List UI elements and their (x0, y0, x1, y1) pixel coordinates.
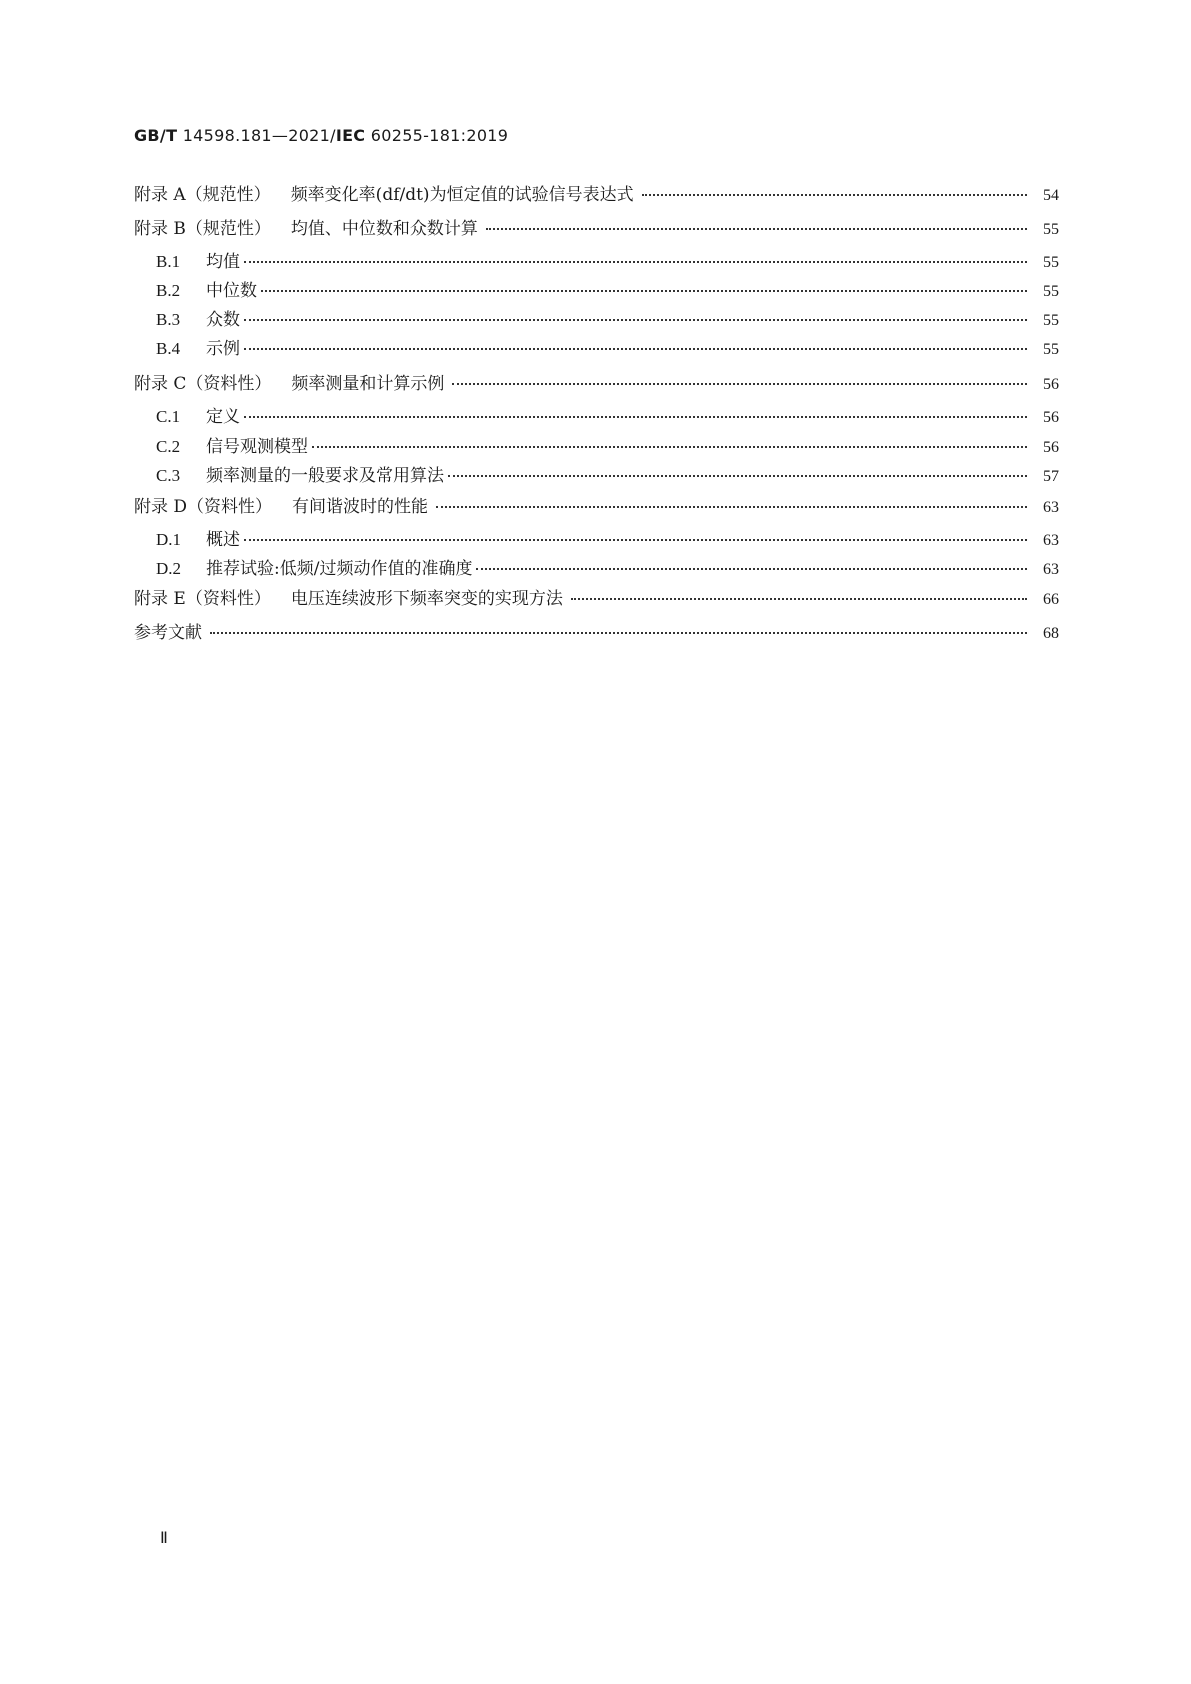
toc-entry-section[interactable] (134, 247, 1059, 273)
toc-entry-prefix: D.2 (156, 559, 182, 578)
header-standard: GB/T (134, 126, 178, 145)
toc-entry-page: 55 (1043, 254, 1059, 271)
toc-dot-leader (642, 180, 1027, 200)
toc-entry-appendix[interactable] (134, 618, 1059, 644)
toc-dot-leader (210, 618, 1027, 638)
toc-entry-prefix: D.1 (156, 530, 182, 549)
toc-entry-title: 频率变化率(df/dt)为恒定值的试验信号表达式 (290, 185, 634, 205)
toc-entry-title: 频率测量的一般要求及常用算法 (206, 466, 444, 486)
toc-dot-leader (571, 584, 1027, 604)
toc-entry-appendix[interactable] (134, 214, 1059, 240)
toc-dot-leader (244, 247, 1027, 267)
toc-dot-leader (436, 492, 1027, 512)
toc-entry-page: 56 (1043, 439, 1059, 456)
toc-entry-title: 定义 (206, 407, 240, 427)
toc-entry-prefix: 附录 B（规范性） (134, 219, 271, 239)
header-number: 14598.181—2021/ (182, 126, 336, 145)
toc-entry-title: 概述 (206, 530, 240, 550)
toc-entry-title: 信号观测模型 (206, 437, 308, 457)
toc-entry-prefix: C.2 (156, 437, 181, 456)
toc-entry-section[interactable] (134, 305, 1059, 331)
toc-entry-title: 推荐试验:低频/过频动作值的准确度 (206, 559, 473, 579)
toc-entry-page: 54 (1043, 187, 1059, 204)
toc-entry-page: 66 (1043, 591, 1059, 608)
toc-entry-prefix: C.3 (156, 466, 181, 485)
toc-entry-title: 频率测量和计算示例 (291, 374, 445, 394)
toc-entry-page: 55 (1043, 312, 1059, 329)
toc-entry-section[interactable] (134, 276, 1059, 302)
toc-entry-title: 中位数 (206, 281, 257, 301)
toc-entry-prefix: B.2 (156, 281, 181, 300)
toc-entry-section[interactable] (134, 402, 1059, 428)
toc-entry-section[interactable] (134, 554, 1059, 580)
toc-entry-prefix: C.1 (156, 407, 181, 426)
toc-entry-page: 57 (1043, 468, 1059, 485)
toc-entry-appendix[interactable] (134, 180, 1059, 206)
toc-dot-leader (486, 214, 1027, 234)
toc-entry-title: 均值、中位数和众数计算 (290, 219, 478, 239)
toc-entry-prefix: 附录 D（资料性） (134, 497, 273, 517)
header-iec: IEC (335, 126, 366, 145)
toc-entry-page: 68 (1043, 625, 1059, 642)
toc-dot-leader (244, 305, 1027, 325)
toc-entry-appendix[interactable] (134, 369, 1059, 395)
toc-dot-leader (244, 334, 1027, 354)
toc-entry-appendix[interactable] (134, 584, 1059, 610)
toc-entry-title: 众数 (206, 310, 240, 330)
toc-entry-prefix: 附录 A（规范性） (134, 185, 271, 205)
toc-entry-page: 63 (1043, 499, 1059, 516)
header-iec-number: 60255-181:2019 (370, 126, 509, 145)
toc-dot-leader (452, 369, 1027, 389)
toc-dot-leader (261, 276, 1027, 296)
document-header (134, 126, 508, 145)
toc-entry-section[interactable] (134, 432, 1059, 458)
toc-entry-page: 55 (1043, 221, 1059, 238)
toc-entry-page: 55 (1043, 283, 1059, 300)
toc-entry-prefix: 附录 E（资料性） (134, 589, 271, 609)
toc-entry-section[interactable] (134, 461, 1059, 487)
toc-entry-section[interactable] (134, 525, 1059, 551)
toc-dot-leader (476, 554, 1027, 574)
page-number-footer: Ⅱ (160, 1530, 168, 1547)
toc-entry-page: 56 (1043, 376, 1059, 393)
toc-entry-page: 63 (1043, 561, 1059, 578)
toc-entry-prefix: B.1 (156, 252, 181, 271)
toc-entry-title: 电压连续波形下频率突变的实现方法 (290, 589, 563, 609)
toc-entry-page: 55 (1043, 341, 1059, 358)
toc-dot-leader (448, 461, 1027, 481)
toc-entry-title: 有间谐波时的性能 (292, 497, 429, 517)
toc-entry-prefix: B.3 (156, 310, 181, 329)
toc-dot-leader (312, 432, 1027, 452)
toc-entry-page: 63 (1043, 532, 1059, 549)
toc-entry-title: 参考文献 (134, 623, 202, 643)
toc-entry-section[interactable] (134, 334, 1059, 360)
toc-entry-prefix: B.4 (156, 339, 181, 358)
toc-entry-prefix: 附录 C（资料性） (134, 374, 272, 394)
toc-entry-appendix[interactable] (134, 492, 1059, 518)
toc-entry-title: 均值 (206, 252, 240, 272)
toc-entry-page: 56 (1043, 409, 1059, 426)
toc-entry-title: 示例 (206, 339, 240, 359)
toc-dot-leader (244, 525, 1027, 545)
toc-dot-leader (244, 402, 1027, 422)
